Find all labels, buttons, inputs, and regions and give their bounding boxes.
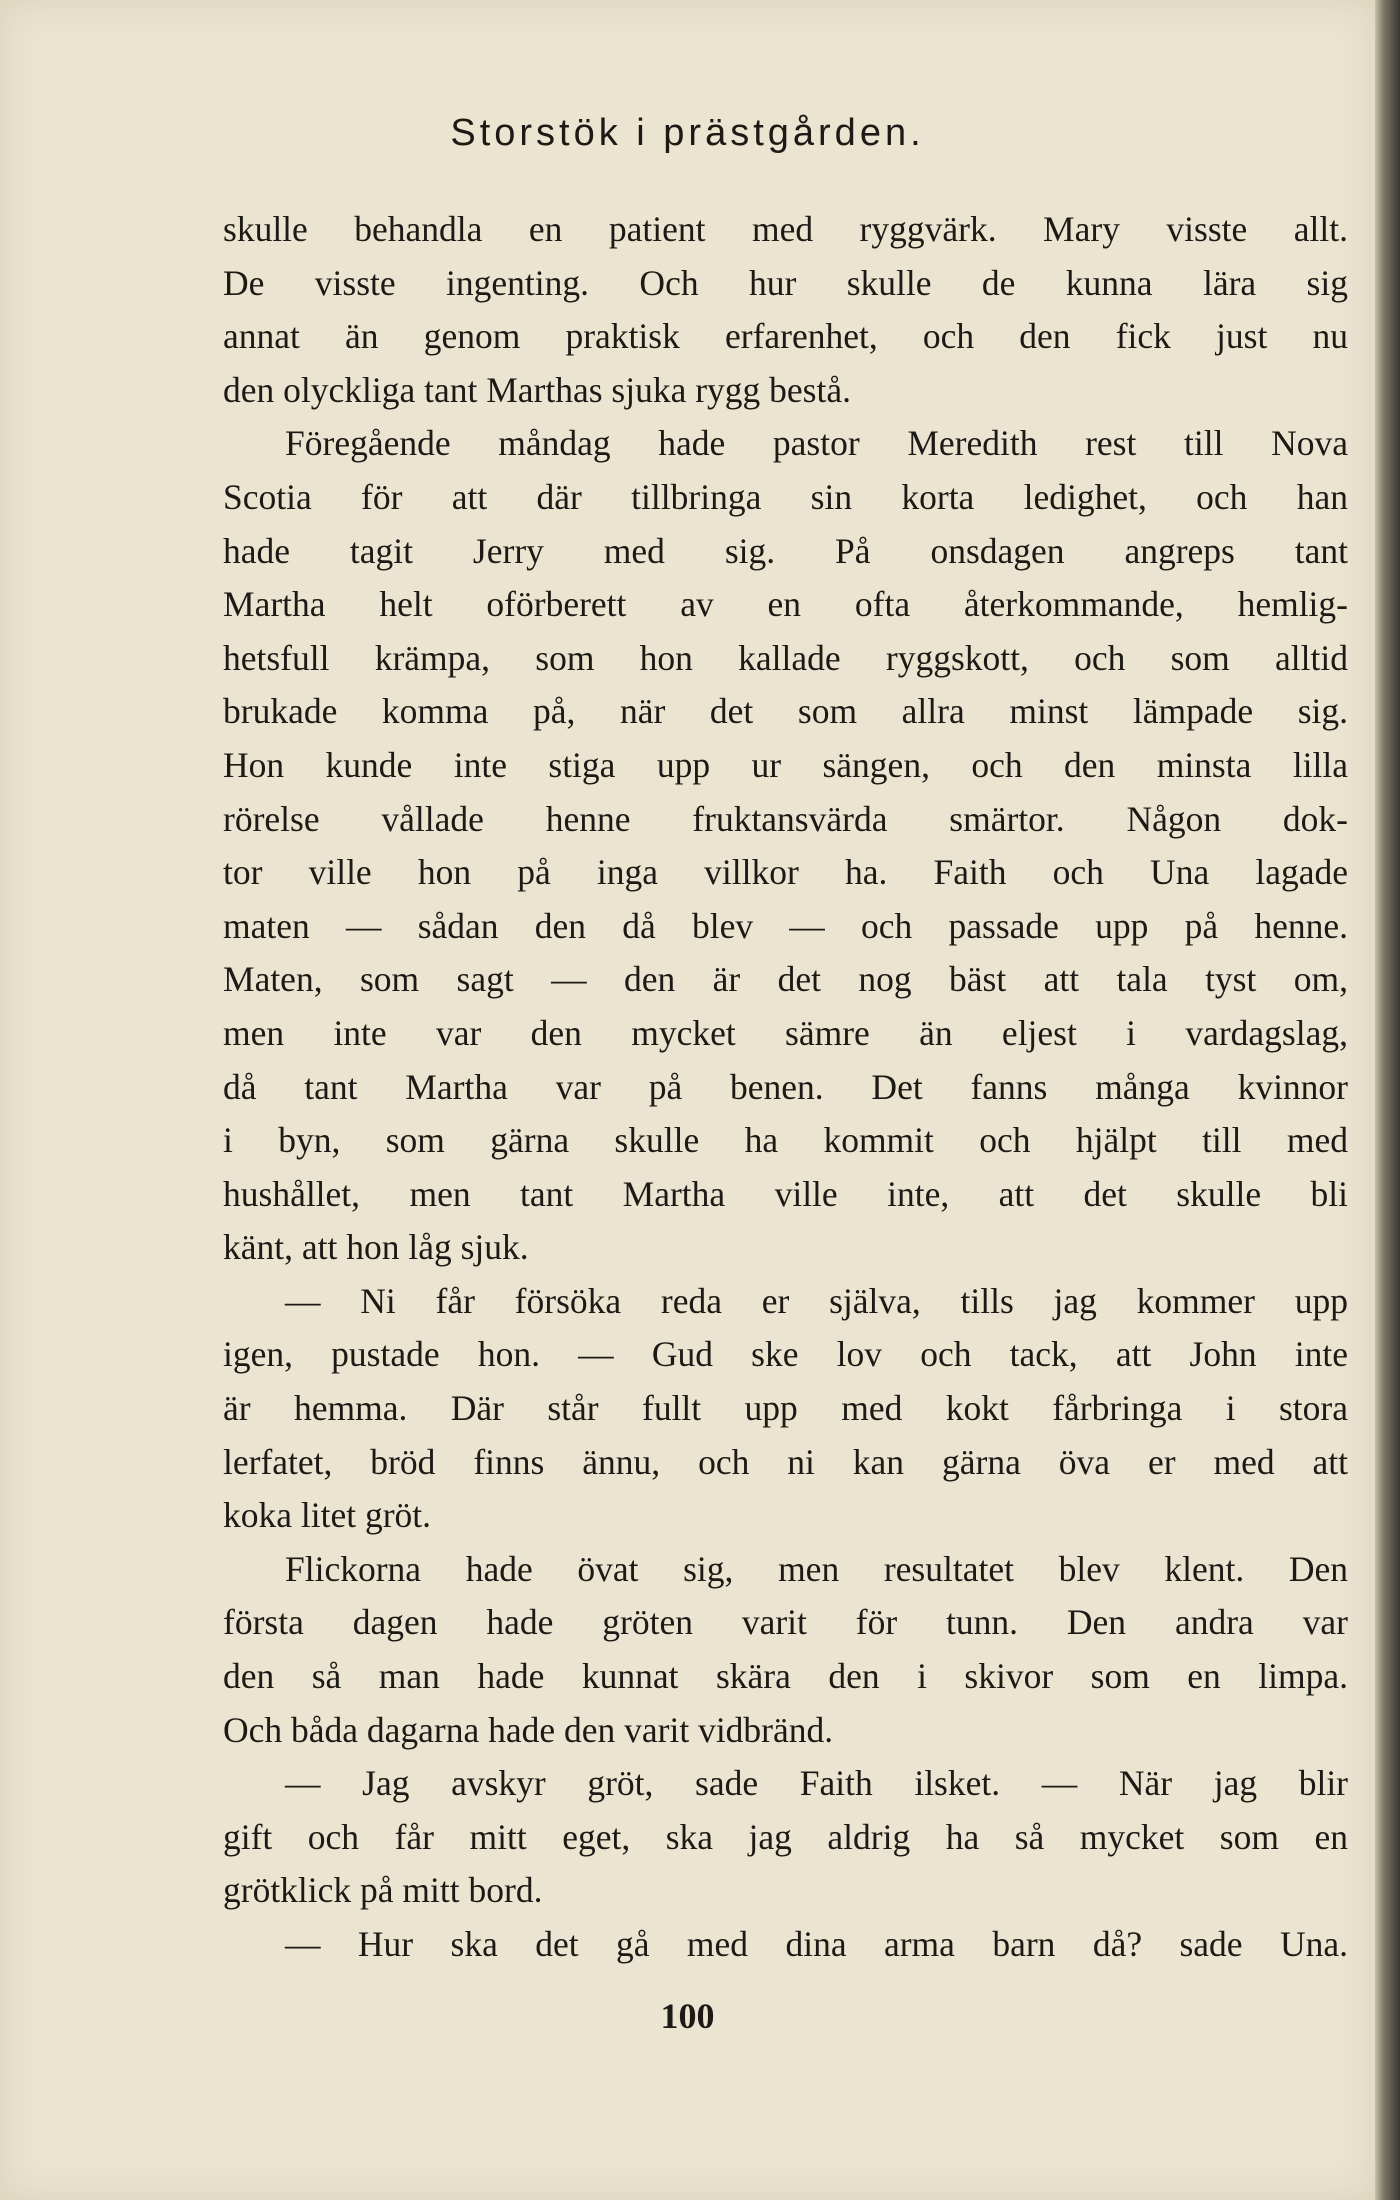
text-line: gift och får mitt eget, ska jag aldrig ha så mycket som en	[223, 1816, 1348, 1857]
text-line: Martha helt oförberett av en ofta återkommande, hemlig-	[223, 584, 1348, 625]
text-line: — Jag avskyr gröt, sade Faith ilsket. — När jag blir	[285, 1763, 1348, 1804]
text-line: tor ville hon på inga villkor ha. Faith och Una lagade	[223, 852, 1348, 893]
page-edge	[1375, 0, 1400, 2200]
text-line: — Ni får försöka reda er själva, tills jag kommer upp	[285, 1280, 1348, 1321]
text-line: i byn, som gärna skulle ha kommit och hjälpt till med	[223, 1120, 1348, 1161]
text-line: Scotia för att där tillbringa sin korta ledighet, och han	[223, 476, 1348, 517]
text-line: lerfatet, bröd finns ännu, och ni kan gärna öva er med att	[223, 1441, 1348, 1482]
text-line: den så man hade kunnat skära den i skivor som en limpa.	[223, 1656, 1348, 1697]
text-line: då tant Martha var på benen. Det fanns många kvinnor	[223, 1066, 1348, 1107]
text-line: De visste ingenting. Och hur skulle de kunna lära sig	[223, 262, 1348, 303]
text-line: är hemma. Där står fullt upp med kokt fårbringa i stora	[223, 1388, 1348, 1429]
text-line: brukade komma på, när det som allra minst lämpade sig.	[223, 691, 1348, 732]
text-line: hade tagit Jerry med sig. På onsdagen angreps tant	[223, 530, 1348, 571]
text-line: igen, pustade hon. — Gud ske lov och tack, att John inte	[223, 1334, 1348, 1375]
text-line: Och båda dagarna hade den varit vidbränd.	[223, 1709, 834, 1750]
text-line: hushållet, men tant Martha ville inte, att det skulle bli	[223, 1173, 1348, 1214]
page-number: 100	[660, 1996, 715, 2036]
text-line: men inte var den mycket sämre än eljest i vardagslag,	[223, 1012, 1348, 1053]
text-line: hetsfull krämpa, som hon kallade ryggskott, och som alltid	[223, 637, 1348, 678]
text-line: grötklick på mitt bord.	[223, 1870, 543, 1911]
text-line: rörelse vållade henne fruktansvärda smärtor. Någon dok-	[223, 798, 1348, 839]
text-line: Hon kunde inte stiga upp ur sängen, och den minsta lilla	[223, 744, 1348, 785]
text-line: Föregående måndag hade pastor Meredith rest till Nova	[285, 423, 1348, 464]
text-line: känt, att hon låg sjuk.	[223, 1227, 529, 1268]
text-line: maten — sådan den då blev — och passade upp på henne.	[223, 905, 1348, 946]
body-text	[223, 203, 1348, 1972]
running-head: Storstök i prästgården.	[450, 112, 925, 154]
text-line: skulle behandla en patient med ryggvärk. Mary visste allt.	[223, 209, 1348, 249]
text-line: — Hur ska det gå med dina arma barn då? sade Una.	[285, 1924, 1348, 1964]
text-line: koka litet gröt.	[223, 1495, 432, 1536]
text-line: Flickorna hade övat sig, men resultatet blev klent. Den	[285, 1548, 1348, 1589]
text-line: annat än genom praktisk erfarenhet, och den fick just nu	[223, 316, 1348, 357]
text-line: den olyckliga tant Marthas sjuka rygg bestå.	[223, 369, 851, 410]
text-line: Maten, som sagt — den är det nog bäst att tala tyst om,	[223, 959, 1348, 1000]
text-line: första dagen hade gröten varit för tunn. Den andra var	[223, 1602, 1348, 1643]
